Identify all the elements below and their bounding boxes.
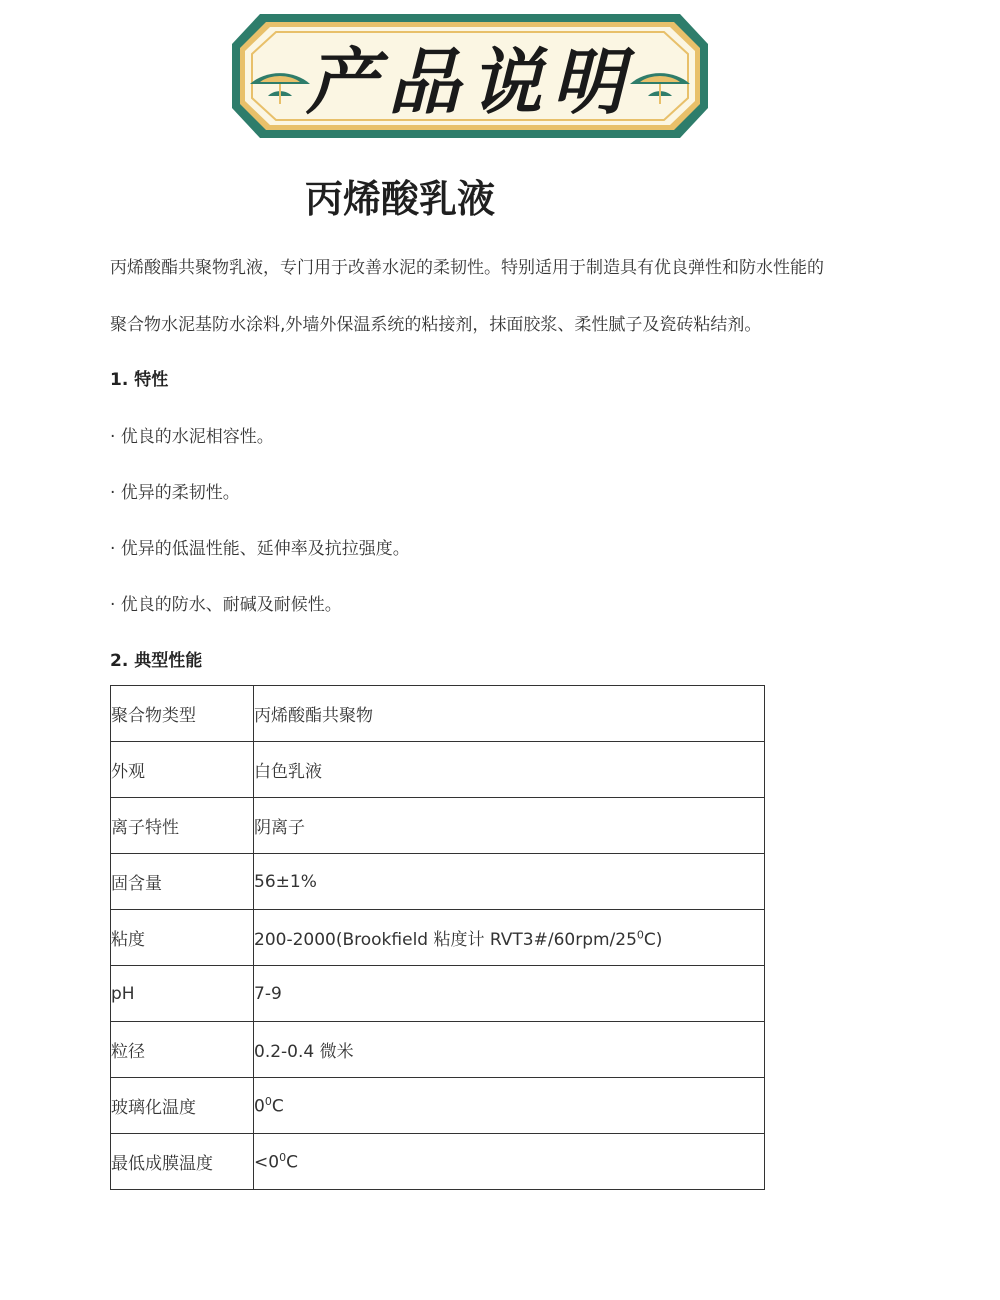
- banner-title: 产品说明: [305, 39, 634, 124]
- feature-item: · 优良的防水、耐碱及耐候性。: [110, 595, 342, 615]
- features-heading: 1. 特性: [110, 370, 169, 390]
- table-row: [111, 798, 765, 854]
- value-text: 0: [254, 1096, 265, 1117]
- feature-item: · 优异的低温性能、延伸率及抗拉强度。: [110, 539, 410, 559]
- value-text: <0: [254, 1152, 280, 1173]
- table-row: [111, 1022, 765, 1078]
- row-label: pH: [111, 966, 254, 1022]
- row-label: 玻璃化温度: [111, 1078, 254, 1134]
- value-superscript: 0: [279, 1150, 287, 1164]
- table-row: [111, 854, 765, 910]
- table-row: [111, 742, 765, 798]
- row-label: 离子特性: [111, 798, 254, 854]
- value-text: 200-2000(Brookfield 粘度计 RVT3#/60rpm/25: [254, 930, 637, 950]
- row-label: 聚合物类型: [111, 686, 254, 742]
- table-row: [111, 910, 765, 966]
- row-label: 最低成膜温度: [111, 1134, 254, 1190]
- row-value: 7-9: [254, 966, 765, 1022]
- row-value: 阴离子: [254, 798, 765, 854]
- performance-heading: 2. 典型性能: [110, 651, 203, 671]
- value-superscript: 0: [636, 928, 644, 942]
- row-label: 粘度: [111, 910, 254, 966]
- value-unit: C: [286, 1152, 298, 1173]
- row-value: 0.2-0.4 微米: [254, 1022, 765, 1078]
- table-row: [111, 1078, 765, 1134]
- intro-line-2: 聚合物水泥基防水涂料,外墙外保温系统的粘接剂，抹面胶浆、柔性腻子及瓷砖粘结剂。: [110, 315, 762, 335]
- table-row: [111, 686, 765, 742]
- row-label: 粒径: [111, 1022, 254, 1078]
- value-unit: C: [271, 1096, 284, 1117]
- row-label: 外观: [111, 742, 254, 798]
- value-unit: C): [643, 930, 663, 950]
- intro-paragraph: [110, 240, 900, 354]
- row-label: 固含量: [111, 854, 254, 910]
- row-value: 丙烯酸酯共聚物: [254, 686, 765, 742]
- row-value: 白色乳液: [254, 742, 765, 798]
- value-superscript: 0: [264, 1094, 272, 1108]
- performance-table: [110, 685, 765, 1190]
- row-value: [254, 1134, 765, 1190]
- table-row: [111, 966, 765, 1022]
- table-row: [111, 1134, 765, 1190]
- row-value: [254, 1078, 765, 1134]
- header-banner: [230, 12, 710, 140]
- row-value: 56±1%: [254, 854, 765, 910]
- feature-item: · 优异的柔韧性。: [110, 483, 240, 503]
- row-value: [254, 910, 765, 966]
- feature-item: · 优良的水泥相容性。: [110, 427, 274, 447]
- product-title: 丙烯酸乳液: [305, 177, 496, 221]
- intro-line-1: 丙烯酸酯共聚物乳液，专门用于改善水泥的柔韧性。特别适用于制造具有优良弹性和防水性能的: [110, 258, 824, 278]
